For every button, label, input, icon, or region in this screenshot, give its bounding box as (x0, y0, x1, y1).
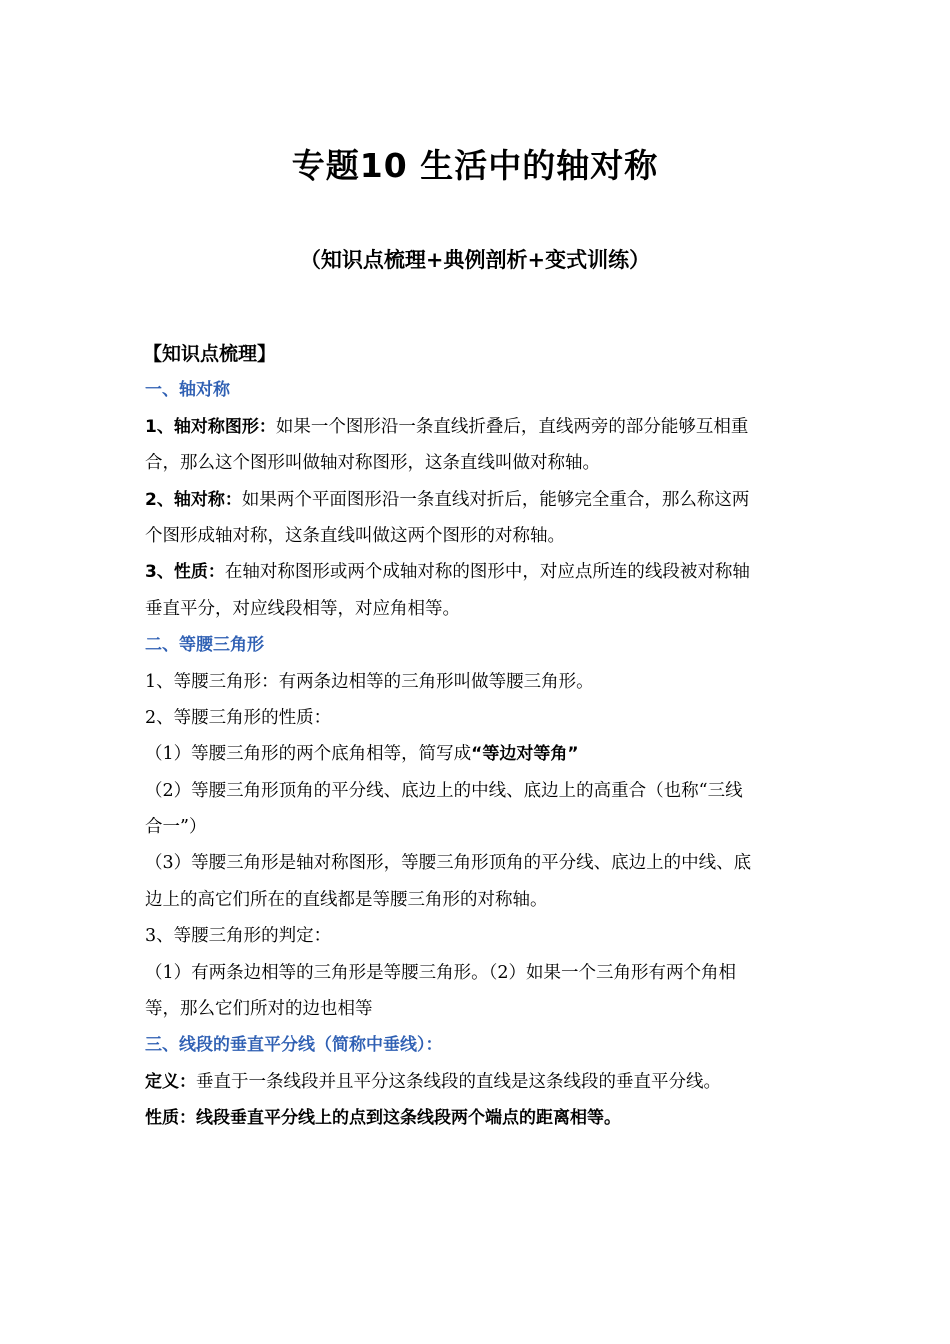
section-header-line (145, 336, 810, 372)
part1-item2-line2 (145, 518, 810, 554)
part3-definition-text: 垂直于一条线段并且平分这条线段的直线是这条线段的垂直平分线。 (196, 1071, 721, 1092)
part1-heading: 一、轴对称 (145, 380, 230, 401)
part3-definition-line (145, 1064, 810, 1100)
part3-definition-label: 定义： (145, 1071, 196, 1092)
part2-heading: 二、等腰三角形 (145, 635, 264, 656)
part1-item3-line1 (145, 554, 810, 590)
part1-item3-text1: 在轴对称图形或两个成轴对称的图形中，对应点所连的线段被对称轴 (224, 562, 750, 583)
part2-line6: （3）等腰三角形是轴对称图形，等腰三角形顶角的平分线、底边上的中线、底 (145, 853, 752, 874)
part1-item3-label: 3、性质： (145, 562, 225, 583)
part2-line5: 合一”） (145, 817, 207, 838)
part1-item2-text1: 如果两个平面图形沿一条直线对折后，能够完全重合，那么称这两 (241, 489, 750, 510)
part2-line8: 3、等腰三角形的判定： (145, 926, 332, 947)
part1-item3-text2: 垂直平分，对应线段相等，对应角相等。 (145, 598, 460, 619)
part2-line10: 等，那么它们所对的边也相等 (145, 999, 373, 1020)
part1-item2-text2: 个图形成轴对称，这条直线叫做这两个图形的对称轴。 (145, 525, 565, 546)
part3-property-line: 性质：线段垂直平分线上的点到这条线段两个端点的距离相等。 (145, 1108, 621, 1129)
part3-heading-line (145, 1027, 810, 1063)
part2-line3-bold: “等边对等角” (471, 744, 579, 765)
part2-line2: 2、等腰三角形的性质： (145, 707, 332, 728)
page-title: 专题10 生活中的轴对称 (291, 146, 659, 185)
part1-item3-line2 (145, 591, 810, 627)
part2-line3 (145, 736, 810, 772)
content-body (145, 336, 810, 1137)
part2-heading-line (145, 627, 810, 663)
part2-line9: （1）有两条边相等的三角形是等腰三角形。（2）如果一个三角形有两个角相 (145, 962, 737, 983)
section-header: 【知识点梳理】 (143, 343, 277, 365)
part1-item1-text2: 合，那么这个图形叫做轴对称图形，这条直线叫做对称轴。 (145, 453, 600, 474)
page-subtitle: （知识点梳理+典例剖析+变式训练） (299, 247, 651, 272)
part2-line1: 1、等腰三角形：有两条边相等的三角形叫做等腰三角形。 (145, 671, 594, 692)
part1-heading-line (145, 372, 810, 408)
part1-item2-label: 2、轴对称： (145, 489, 242, 510)
part3-heading: 三、线段的垂直平分线（简称中垂线）： (145, 1035, 443, 1056)
part1-item1-line2 (145, 445, 810, 481)
part2-line3-text: （1）等腰三角形的两个底角相等，简写成 (145, 744, 472, 765)
part1-item1-label: 1、轴对称图形： (145, 416, 276, 437)
part2-line7: 边上的高它们所在的直线都是等腰三角形的对称轴。 (145, 889, 548, 910)
part1-item2-line1 (145, 482, 810, 518)
part2-line4: （2）等腰三角形顶角的平分线、底边上的中线、底边上的高重合（也称“三线 (145, 780, 743, 801)
part1-item1-line1 (145, 409, 810, 445)
part1-item1-text1: 如果一个图形沿一条直线折叠后，直线两旁的部分能够互相重 (275, 416, 749, 437)
